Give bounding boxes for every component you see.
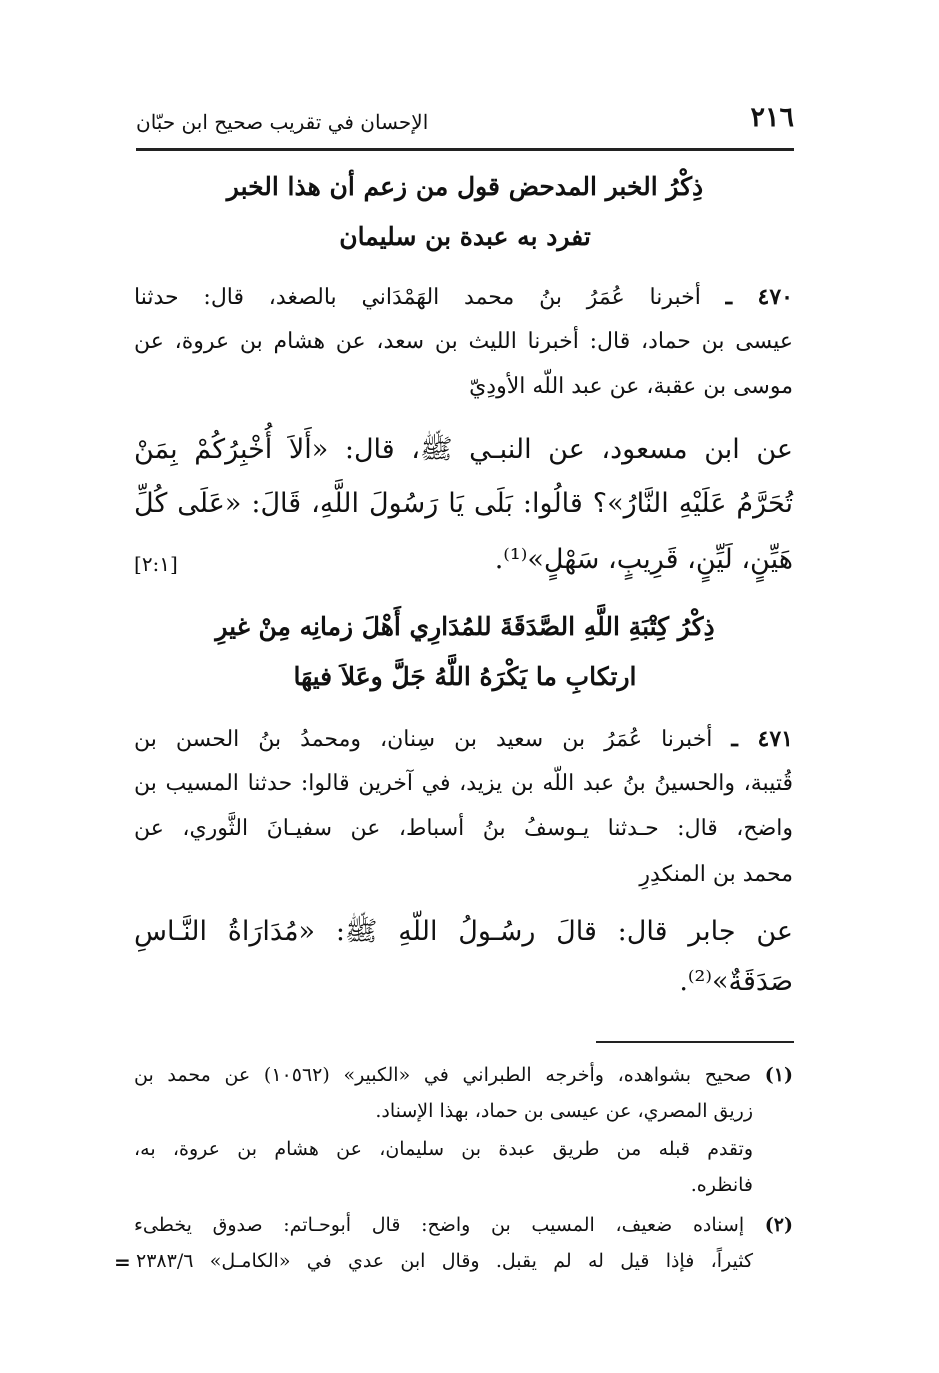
continuation-mark: = bbox=[114, 1250, 131, 1274]
hadith470-matn-line1: عن ابن مسعود، عن النبـي ﷺ، قال: «أَلاَ أُخْبِرُكُمْ بِمَنْ bbox=[134, 434, 793, 465]
hadith471-isnad-line2: قُتيبة، والحسينُ بنُ عبد اللّه بن يزيد، في آخرين قالوا: حدثنا المسيب بن bbox=[134, 771, 793, 796]
hadith471-matn-line2: صَدَقَةٌ»⁽²⁾. bbox=[679, 966, 793, 997]
footnote2-line2: كثيراً، فإذا قيل له لم يقبل. وقال ابن عدي في «الكامـل» ٢٣٨٣/٦ bbox=[136, 1250, 753, 1272]
hadith470-matn-line2: تُحَرَّمُ عَلَيْهِ النَّارُ»؟ قالُوا: بَلَى يَا رَسُولَ اللَّهِ، قَالَ: «عَلَى كُلِّ bbox=[134, 488, 793, 519]
footnote1-line1 bbox=[134, 1064, 793, 1086]
isnad-text: أخبرنا عُمَرُ بن سعيد بن سِنان، ومحمدُ بنُ الحسن بن bbox=[134, 727, 713, 752]
hadith470-isnad-line3: موسى بن عقبة، عن عبد اللّه الأودِيّ bbox=[469, 374, 793, 399]
hadith-number: ٤٧١ ـ bbox=[731, 726, 793, 752]
section2-heading-line1: ذِكْرُ كِتْبَةِ اللَّهِ الصَّدَقَةَ للمُدَارِي أَهْلَ زمانِه مِنْ غيرِ bbox=[215, 612, 715, 641]
hadith471-matn-line1: عن جابر قال: قالَ رسُـولُ اللّهِ ﷺ: «مُدَارَاةُ النَّـاسِ bbox=[134, 916, 793, 947]
hadith-number: ٤٧٠ ـ bbox=[725, 284, 793, 310]
hadith471-isnad-line1 bbox=[134, 726, 793, 752]
section1-heading-line1: ذِكْرُ الخبر المدحض قول من زعم أن هذا الخبر bbox=[226, 172, 704, 201]
hadith471-isnad-line4: محمد بن المنكدِرِ bbox=[639, 862, 793, 887]
hadith470-reference: [٢:١] bbox=[134, 552, 178, 576]
footnote1-line3: وتقدم قبله من طريق عبدة بن سليمان، عن هشام بن عروة، به، bbox=[134, 1138, 753, 1160]
hadith470-isnad-line2: عيسى بن حماد، قال: أخبرنا الليث بن سعد، عن هشام بن عروة، عن bbox=[134, 329, 793, 354]
footnote2-line1 bbox=[134, 1214, 793, 1236]
hadith471-isnad-line3: واضح، قال: حـدثنا يـوسفُ بنُ أسباط، عن سفيـانَ الثَّوري، عن bbox=[134, 816, 793, 841]
hadith470-matn-line3: هَيِّنٍ، لَيِّنٍ، قَرِيبٍ، سَهْلٍ»⁽¹⁾. bbox=[494, 544, 793, 575]
footnote1-line2: زريق المصري، عن عيسى بن حماد، بهذا الإسناد. bbox=[375, 1100, 753, 1122]
footnote-number: (١) bbox=[764, 1064, 794, 1086]
book-title: الإحسان في تقريب صحيح ابن حبّان bbox=[136, 110, 429, 134]
footnote1-line4: فانظره. bbox=[690, 1174, 753, 1196]
footnote-separator bbox=[596, 1041, 794, 1043]
section1-heading-line2: تفرد به عبدة بن سليمان bbox=[339, 222, 591, 251]
hadith470-isnad-line1 bbox=[134, 284, 793, 310]
footnote-text: صحيح بشواهده، وأخرجه الطبراني في «الكبير» (١٠٥٦٢) عن محمد بن bbox=[134, 1064, 752, 1086]
footnote-number: (٢) bbox=[764, 1214, 793, 1236]
page-header bbox=[136, 98, 794, 151]
footnote-text: إسناده ضعيف، المسيب بن واضح: قال أبوحـاتم: صدوق يخطىء bbox=[134, 1214, 745, 1236]
isnad-text: أخبرنا عُمَرُ بنُ محمد الهَمْدَاني بالصغد، قال: حدثنا bbox=[134, 285, 701, 310]
page-number: ٢١٦ bbox=[750, 102, 794, 133]
section2-heading-line2: ارتكابِ ما يَكْرَهُ اللَّهُ جَلَّ وعَلاَ فيهَا bbox=[293, 662, 637, 691]
